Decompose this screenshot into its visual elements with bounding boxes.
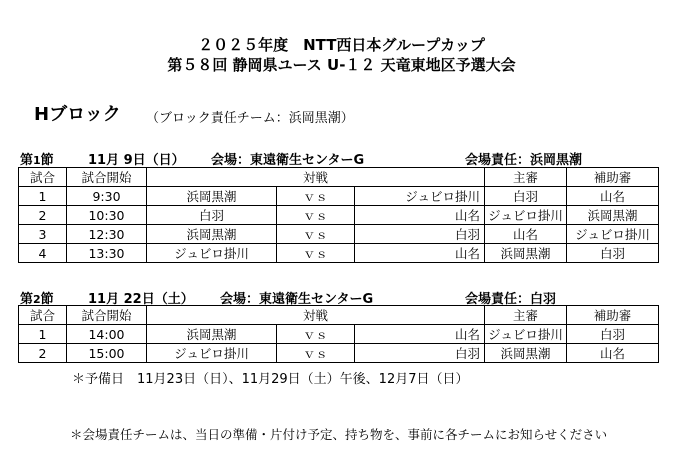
table-row xyxy=(19,325,659,344)
round-2-schedule-table xyxy=(18,305,659,363)
main-referee: ジュビロ掛川 xyxy=(485,325,567,344)
header-assistant-referee: 補助審 xyxy=(567,306,659,325)
table-row xyxy=(19,206,659,225)
vs-label: ｖｓ xyxy=(277,325,355,344)
match-no: 3 xyxy=(19,225,67,244)
round-1-venue: 会場：東遠衛生センターG xyxy=(211,153,365,168)
away-team: 山名 xyxy=(355,206,485,225)
header-start: 試合開始 xyxy=(67,306,147,325)
vs-label: ｖｓ xyxy=(277,244,355,263)
table-header-row xyxy=(19,168,659,187)
assistant-referee: 白羽 xyxy=(567,325,659,344)
header-match: 試合 xyxy=(19,168,67,187)
round-2-venue-responsible: 会場責任：白羽 xyxy=(465,292,557,307)
round-2-label: 第2節 xyxy=(20,292,54,307)
main-referee: 浜岡黒潮 xyxy=(485,244,567,263)
table-row xyxy=(19,244,659,263)
header-match: 試合 xyxy=(19,306,67,325)
header-versus: 対戦 xyxy=(147,168,485,187)
match-no: 1 xyxy=(19,325,67,344)
away-team: 白羽 xyxy=(355,344,485,363)
home-team: 白羽 xyxy=(147,206,277,225)
header-versus: 対戦 xyxy=(147,306,485,325)
assistant-referee: 白羽 xyxy=(567,244,659,263)
vs-label: ｖｓ xyxy=(277,206,355,225)
away-team: 白羽 xyxy=(355,225,485,244)
away-team: 山名 xyxy=(355,325,485,344)
table-row xyxy=(19,344,659,363)
home-team: 浜岡黒潮 xyxy=(147,325,277,344)
start-time: 10:30 xyxy=(67,206,147,225)
start-time: 14:00 xyxy=(67,325,147,344)
header-assistant-referee: 補助審 xyxy=(567,168,659,187)
start-time: 9:30 xyxy=(67,187,147,206)
round-1-label: 第1節 xyxy=(20,153,54,168)
assistant-referee: 山名 xyxy=(567,187,659,206)
assistant-referee: ジュビロ掛川 xyxy=(567,225,659,244)
match-no: 2 xyxy=(19,344,67,363)
block-name: Hブロック xyxy=(34,104,121,125)
block-responsible-note: （ブロック責任チーム：浜岡黒潮） xyxy=(146,111,354,126)
assistant-referee: 浜岡黒潮 xyxy=(567,206,659,225)
main-referee: 白羽 xyxy=(485,187,567,206)
start-time: 13:30 xyxy=(67,244,147,263)
start-time: 15:00 xyxy=(67,344,147,363)
home-team: 浜岡黒潮 xyxy=(147,187,277,206)
header-main-referee: 主審 xyxy=(485,306,567,325)
home-team: 浜岡黒潮 xyxy=(147,225,277,244)
main-referee: 山名 xyxy=(485,225,567,244)
round-1-venue-responsible: 会場責任：浜岡黒潮 xyxy=(465,153,583,168)
away-team: 山名 xyxy=(355,244,485,263)
match-no: 4 xyxy=(19,244,67,263)
main-referee: ジュビロ掛川 xyxy=(485,206,567,225)
round-1-schedule-table xyxy=(18,167,659,263)
assistant-referee: 山名 xyxy=(567,344,659,363)
vs-label: ｖｓ xyxy=(277,344,355,363)
start-time: 12:30 xyxy=(67,225,147,244)
away-team: ジュビロ掛川 xyxy=(355,187,485,206)
header-main-referee: 主審 xyxy=(485,168,567,187)
table-header-row xyxy=(19,306,659,325)
vs-label: ｖｓ xyxy=(277,187,355,206)
main-referee: 浜岡黒潮 xyxy=(485,344,567,363)
match-no: 2 xyxy=(19,206,67,225)
footer-note: ＊会場責任チームは、当日の準備・片付け予定、持ち物を、事前に各チームにお知らせください xyxy=(70,427,608,442)
home-team: ジュビロ掛川 xyxy=(147,344,277,363)
title-line-1: ２０２５年度 NTT西日本グループカップ xyxy=(198,36,485,54)
table-row xyxy=(19,187,659,206)
match-no: 1 xyxy=(19,187,67,206)
table-row xyxy=(19,225,659,244)
reserve-days-note: ＊予備日 11月23日（日）、11月29日（土）午後、12月7日（日） xyxy=(72,372,469,387)
round-1-date: 11月 9日（日） xyxy=(88,153,185,168)
home-team: ジュビロ掛川 xyxy=(147,244,277,263)
title-line-2: 第５８回 静岡県ユース U-１２ 天竜東地区予選大会 xyxy=(167,56,516,74)
round-2-date: 11月 22日（土） xyxy=(88,292,194,307)
header-start: 試合開始 xyxy=(67,168,147,187)
round-2-venue: 会場：東遠衛生センターG xyxy=(220,292,374,307)
vs-label: ｖｓ xyxy=(277,225,355,244)
